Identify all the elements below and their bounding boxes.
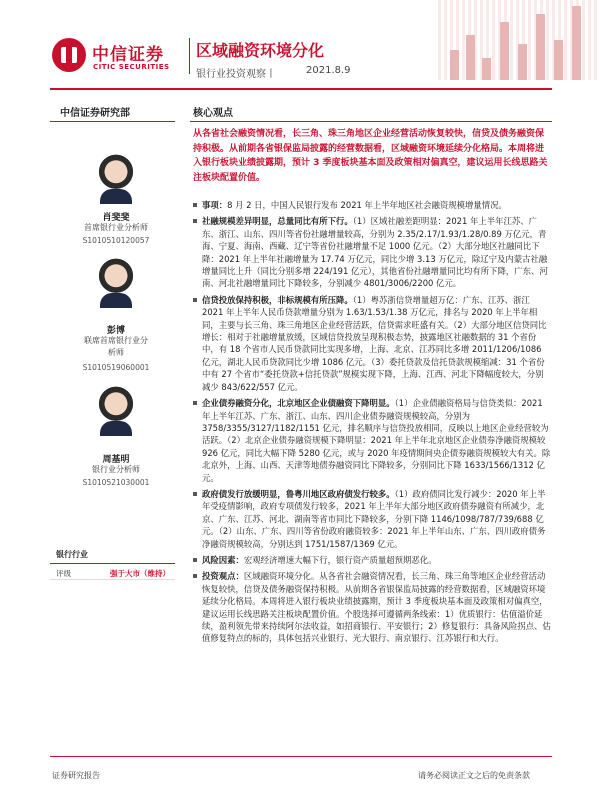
analyst-role: 银行业分析师 (92, 465, 140, 474)
report-title: 区域融资环境分化 (196, 41, 325, 60)
institute-name: 中信证券研究部 (60, 108, 130, 119)
paragraph-text: （1）企业债融资格局与信贷类似：2021 年上半年江苏、广东、浙江、山东、四川企业债券融资规模较高，分别为 3758/3355/3127/1182/1151 亿元，排名顺序与信贷投放相同，反映以上地区企业经营较为活跃。（2）北京企业债券融资规模下降明显：2021 年上半年北京地区企业债券净融资规模较 926 亿元，同比大幅下降 5280 亿元，或与 2020 年疫情期间央企债券融资规模较大有关。除北京外，上海、山西、天津等地债券融资同比下降较多，分别同比下降 1633/1566/1312 亿元。 (202, 398, 551, 483)
paragraph-gov-bonds (193, 488, 551, 550)
report-subtitle: 银行业投资观察丨 (196, 69, 276, 80)
content-body (193, 199, 551, 649)
analyst-photo-2 (92, 256, 140, 308)
paragraph-text: （1）政府债同比发行减少：2020 年上半年受疫情影响，政府专项债发行较多，2021 年上半年大部分地区政府债券融资有所减少，北京、广东、江苏、河北、湖南等省市同比下降较多，分别下降 1146/1098/787/739/688 亿元。（2）山东、广东、四川等省份政府融资较多：2021 年上半年山东、广东、四川政府债务净融资规模较高，分别达到 1751/1587/1369 亿元。 (202, 488, 546, 549)
paragraph-investment-view (193, 570, 551, 644)
paragraph-social-financing (193, 215, 551, 289)
paragraph-bonds (193, 397, 551, 484)
paragraph-text: （1）粤苏浙信贷增量超万亿：广东、江苏、浙江 2021 年上半年人民币贷款增量分别为 1.63/1.53/1.38 万亿元，排名与 2020 年上半年相同，主要与长三角、珠三角地区企业经营活跃，信贷需求旺盛有关。（2）大部分地区信贷同比增长：相对于社融增量放缓，区域信贷投放呈现积极态势，披露地区社融数据的 31 个省份中，有 18 个省市人民币贷款同比实现多增，上海、北京、江苏同比多增 2011/1206/1086 亿元，湖北人民币贷款同比少增 1086 亿元。（3）委托贷款及信托贷款规模缩减：31 个省份中有 27 个省市“委托贷款+信托贷款”规模实现下降，上海、江西、河北下降幅度较大，分别减少 843/622/557 亿元。 (202, 294, 547, 392)
paragraph-risks (193, 554, 551, 566)
report-date: 2021.8.9 (306, 65, 351, 76)
header-rule (50, 88, 552, 90)
paragraph-lead: 风险因素： (202, 554, 244, 565)
paragraph-text: 区域融资环境分化。从各省社会融资情况看，长三角、珠三角等地区企业经营活动恢复较快，信贷及债务融资保持积极。从前期各省银保监局披露的经营数据看，区域融资环境延续分化格局。本周将进入银行板块业绩披露期，预计 3 季度板块基本面及政策相对偏真空，建议运用长线思路关注板块配置价值。个股选择可遵循两条线索：1）优质银行：估值溢价延续，盈利领先带来持续阿尔法收益，如招商银行、平安银行；2）修复银行：具备风险拐点、估值修复特点的标的，具体包括兴业银行、光大银行、南京银行、江苏银行和大行。 (202, 571, 551, 644)
left-rule (50, 121, 175, 122)
paragraph-lead: 政府债发行放缓明显，鲁粤川地区政府债发行较多。 (202, 488, 395, 499)
paragraph-lead: 事项： (202, 200, 228, 210)
paragraph-text: 宏观经济增速大幅下行，银行资产质量超预期恶化。 (243, 554, 437, 565)
industry-label: 银行行业 (56, 550, 88, 559)
paragraph-lead: 社融规模差异明显，总量同比有所下行。 (202, 216, 353, 227)
analyst-photo-1 (92, 152, 140, 204)
paragraph-lead: 信贷投放保持积极，非标规模有所压降。 (202, 294, 353, 305)
header-decoration (438, 0, 600, 80)
paragraph-text: （1）区域社融差距明显：2021 年上半年江苏、广东、浙江、山东、四川等省份社融增量较高，分别为 2.35/2.17/1.93/1.28/0.89 万亿元，青海、宁夏、海南、西藏、辽宁等省份社融增量不足 1000 亿元。（2）大部分地区社融同比下降：2021 年上半年社融增量为 17.74 万亿元，同比少增 3.13 万亿元，除辽宁及内蒙古社融增量同比上升（同比分别多增 224/191 亿元），其他省份社融增量同比均有所下降，广东、河南、河北社融增量同比下降较多，分别减少 4801/3006/2200 亿元。 (202, 216, 548, 289)
footer-rule (50, 756, 552, 757)
footer-report-type: 证券研究报告 (52, 771, 100, 780)
paragraph-event (193, 199, 551, 211)
analyst-photo-3 (92, 384, 140, 436)
rating-label: 评级 (56, 569, 71, 578)
paragraph-text: 8 月 2 日，中国人民银行发布 2021 年上半年地区社会融资规模增量情况。 (227, 200, 507, 210)
footer-disclaimer: 请务必阅读正文之后的免责条款 (418, 771, 530, 780)
section-title: 核心观点 (193, 108, 233, 119)
rating-rule (50, 579, 175, 580)
analyst-code: S1010510120057 (82, 236, 150, 245)
summary-text: 从各省社会融资情况看，长三角、珠三角地区企业经营活动恢复较快，信贷及债务融资保持积极。从前期各省银保监局披露的经营数据看，区域融资环境延续分化格局。本周将进入银行板块业绩披露期，预计 3 季度板块基本面及政策相对偏真空，建议运用长线思路关注板块配置价值。 (193, 129, 548, 184)
paragraph-credit (193, 294, 551, 393)
analyst-name: 肖斐斐 (102, 213, 130, 223)
brand-name-en: CITIC SECURITIES (93, 63, 170, 71)
analyst-name: 彭博 (106, 326, 125, 336)
rating-value: 强于大市（维持） (110, 569, 170, 578)
industry-rule (50, 563, 175, 564)
section-rule (190, 121, 552, 122)
paragraph-lead: 投资观点： (202, 571, 244, 582)
analyst-role: 联席首席银行业分析师 (84, 336, 148, 357)
paragraph-lead: 企业债券融资分化，北京地区企业债融资下降明显。 (202, 398, 395, 409)
analyst-code: S1010521030001 (82, 478, 150, 487)
analyst-role: 首席银行业分析师 (84, 223, 148, 232)
analyst-code: S1010519060001 (82, 363, 150, 372)
brand-name-cn: 中信证券 (92, 45, 164, 65)
citic-logo-icon (52, 38, 86, 72)
analyst-name: 周基明 (102, 455, 130, 465)
header-divider (189, 38, 190, 74)
